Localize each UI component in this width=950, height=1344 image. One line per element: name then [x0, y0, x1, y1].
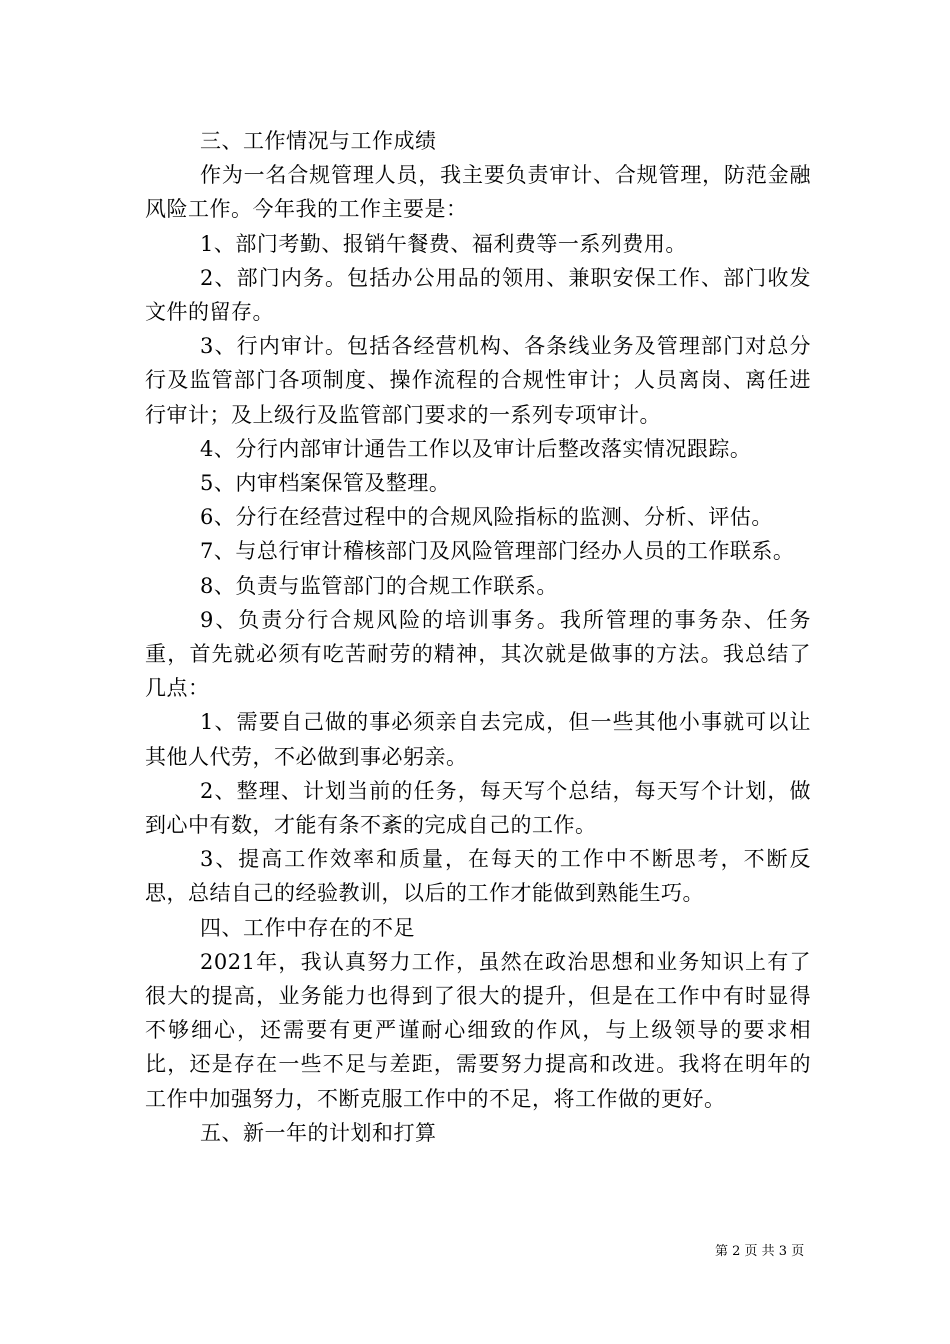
list-item-5: 5、内审档案保管及整理。	[200, 471, 451, 496]
list-item-3: 3、行内审计。包括各经营机构、各条线业务及管理部门对总分行及监管部门各项制度、操作流程的合规性审计；人员离岗、离任进行审计；及上级行及监管部门要求的一系列专项审计。	[145, 334, 811, 427]
document-body	[145, 124, 811, 1150]
list-item-6: 6、分行在经营过程中的合规风险指标的监测、分析、评估。	[200, 505, 773, 530]
list-item-2: 2、部门内务。包括办公用品的领用、兼职安保工作、部门收发文件的留存。	[145, 265, 811, 325]
paragraph-intro: 作为一名合规管理人员，我主要负责审计、合规管理，防范金融风险工作。今年我的工作主要是：	[145, 163, 811, 222]
list-item-4: 4、分行内部审计通告工作以及审计后整改落实情况跟踪。	[200, 436, 752, 461]
section-3-title: 三、工作情况与工作成绩	[200, 129, 437, 153]
list-item-7: 7、与总行审计稽核部门及风险管理部门经办人员的工作联系。	[200, 539, 795, 564]
method-point-2: 2、整理、计划当前的任务，每天写个总结，每天写个计划，做到心中有数，才能有条不紊的完成自己的工作。	[145, 778, 811, 838]
list-item-9: 9、负责分行合规风险的培训事务。我所管理的事务杂、任务重，首先就必须有吃苦耐劳的精神，其次就是做事的方法。我总结了几点：	[145, 607, 811, 701]
list-item-8: 8、负责与监管部门的合规工作联系。	[200, 573, 558, 598]
method-point-3: 3、提高工作效率和质量，在每天的工作中不断思考，不断反思，总结自己的经验教训，以后的工作才能做到熟能生巧。	[145, 847, 811, 906]
section-5-title: 五、新一年的计划和打算	[200, 1120, 437, 1145]
page-number-footer: 第 2 页 共 3 页	[715, 1244, 805, 1259]
list-item-1: 1、部门考勤、报销午餐费、福利费等一系列费用。	[200, 231, 687, 256]
method-point-1: 1、需要自己做的事必须亲自去完成，但一些其他小事就可以让其他人代劳，不必做到事必躬亲。	[145, 710, 811, 769]
section-4-title: 四、工作中存在的不足	[200, 915, 415, 940]
section-4-paragraph: 2021年，我认真努力工作，虽然在政治思想和业务知识上有了很大的提高，业务能力也得到了很大的提升，但是在工作中有时显得不够细心，还需要有更严谨耐心细致的作风，与上级领导的要求相比，还是存在一些不足与差距，需要努力提高和改进。我将在明年的工作中加强努力，不断克服工作中的不足，将工作做的更好。	[145, 949, 811, 1111]
